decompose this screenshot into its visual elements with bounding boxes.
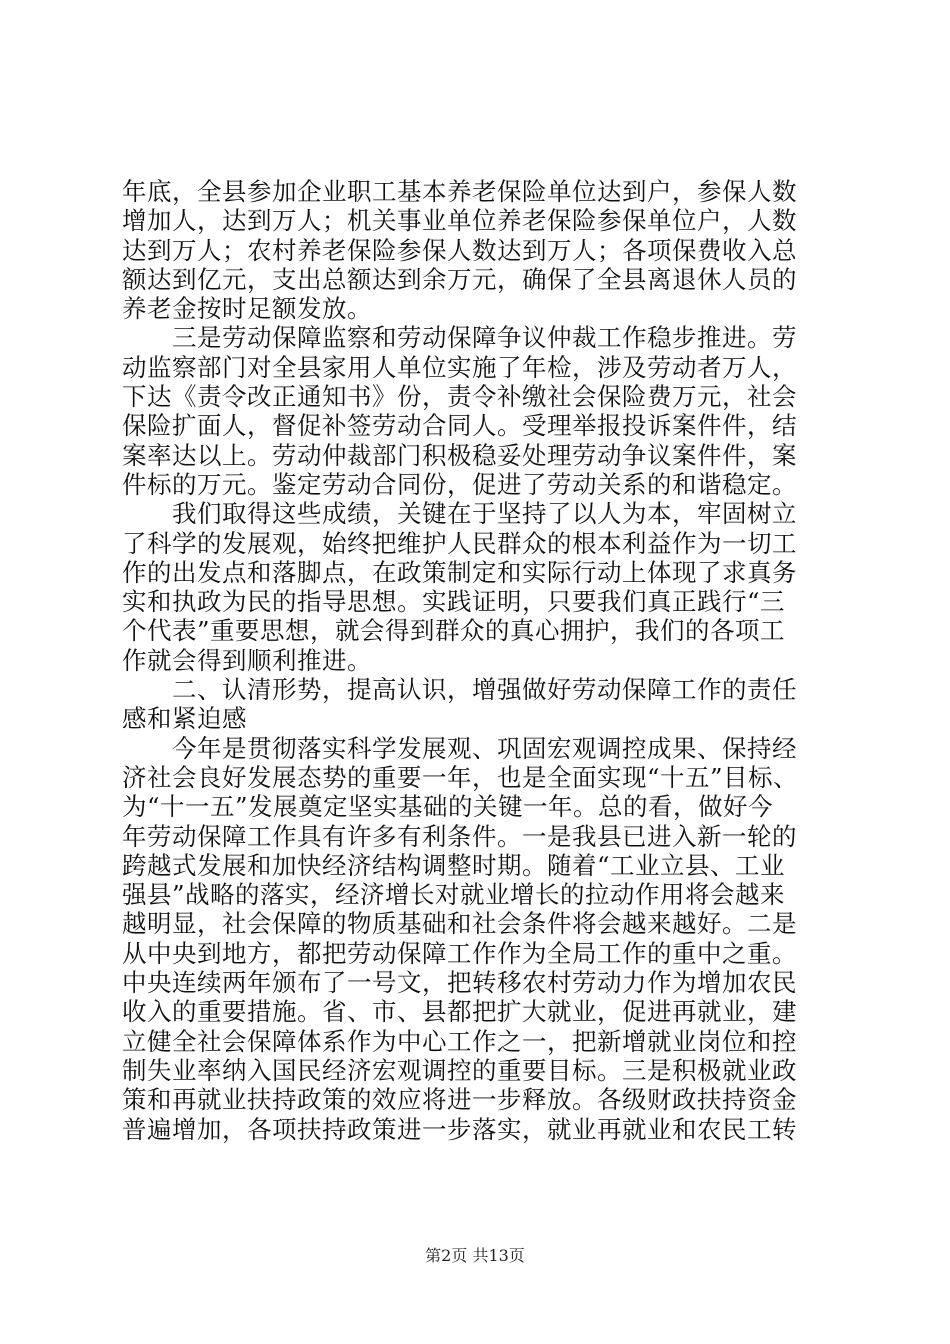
- text-line: 增加人，达到万人；机关事业单位养老保险参保单位户，人数: [122, 206, 797, 236]
- text-line: 普遍增加，各项扶持政策进一步落实，就业再就业和农民工转: [122, 1114, 797, 1144]
- section-heading-line: 感和紧迫感: [122, 704, 247, 734]
- text-line: 立健全社会保障体系作为中心工作之一，把新增就业岗位和控: [122, 1026, 797, 1056]
- text-line: 我们取得这些成绩，关键在于坚持了以人为本，牢固树立: [122, 499, 797, 529]
- text-line: 额达到亿元，支出总额达到余万元，确保了全县离退休人员的: [122, 264, 797, 294]
- text-line: 达到万人；农村养老保险参保人数达到万人；各项保费收入总: [122, 235, 797, 265]
- text-line: 实和执政为民的指导思想。实践证明，只要我们真正践行“三: [122, 587, 786, 617]
- text-line: 年底，全县参加企业职工基本养老保险单位达到户，参保人数: [122, 177, 797, 206]
- text-line: 保险扩面人，督促补签劳动合同人。受理举报投诉案件件，结: [122, 411, 797, 441]
- text-line: 今年是贯彻落实科学发展观、巩固宏观调控成果、保持经: [122, 733, 797, 763]
- text-line: 件标的万元。鉴定劳动合同份，促进了劳动关系的和谐稳定。: [122, 469, 797, 499]
- text-line: 济社会良好发展态势的重要一年，也是全面实现“十五”目标、: [122, 762, 799, 792]
- text-line: 收入的重要措施。省、市、县都把扩大就业，促进再就业，建: [122, 997, 797, 1027]
- document-body: [122, 177, 832, 1144]
- text-line: 作就会得到顺利推进。: [122, 645, 372, 675]
- section-heading-line: 二、认清形势，提高认识，增强做好劳动保障工作的责任: [122, 675, 797, 705]
- text-line: 动监察部门对全县家用人单位实施了年检，涉及劳动者万人，: [122, 352, 797, 382]
- text-line: 个代表”重要思想，就会得到群众的真心拥护，我们的各项工: [122, 616, 786, 646]
- text-line: 中央连续两年颁布了一号文，把转移农村劳动力作为增加农民: [122, 968, 797, 998]
- page-number-footer: 第2页 共13页: [425, 1246, 525, 1265]
- text-line: 越明显，社会保障的物质基础和社会条件将会越来越好。二是: [122, 909, 797, 939]
- text-line: 制失业率纳入国民经济宏观调控的重要目标。三是积极就业政: [122, 1055, 797, 1085]
- text-line: 年劳动保障工作具有许多有利条件。一是我县已进入新一轮的: [122, 821, 797, 851]
- text-line: 作的出发点和落脚点，在政策制定和实际行动上体现了求真务: [122, 557, 797, 587]
- text-line: 三是劳动保障监察和劳动保障争议仲裁工作稳步推进。劳: [122, 323, 797, 353]
- text-line: 跨越式发展和加快经济结构调整时期。随着“工业立县、工业: [122, 850, 786, 880]
- text-line: 案率达以上。劳动仲裁部门积极稳妥处理劳动争议案件件，案: [122, 440, 797, 470]
- text-line: 策和再就业扶持政策的效应将进一步释放。各级财政扶持资金: [122, 1085, 797, 1115]
- text-line: 为“十一五”发展奠定坚实基础的关键一年。总的看，做好今: [122, 792, 774, 822]
- text-line: 养老金按时足额发放。: [122, 294, 372, 324]
- text-line: 强县”战略的落实，经济增长对就业增长的拉动作用将会越来: [122, 880, 786, 910]
- text-line: 从中央到地方，都把劳动保障工作作为全局工作的重中之重。: [122, 938, 797, 968]
- text-line: 下达《责令改正通知书》份，责令补缴社会保险费万元，社会: [122, 382, 797, 412]
- text-line: 了科学的发展观，始终把维护人民群众的根本利益作为一切工: [122, 528, 797, 558]
